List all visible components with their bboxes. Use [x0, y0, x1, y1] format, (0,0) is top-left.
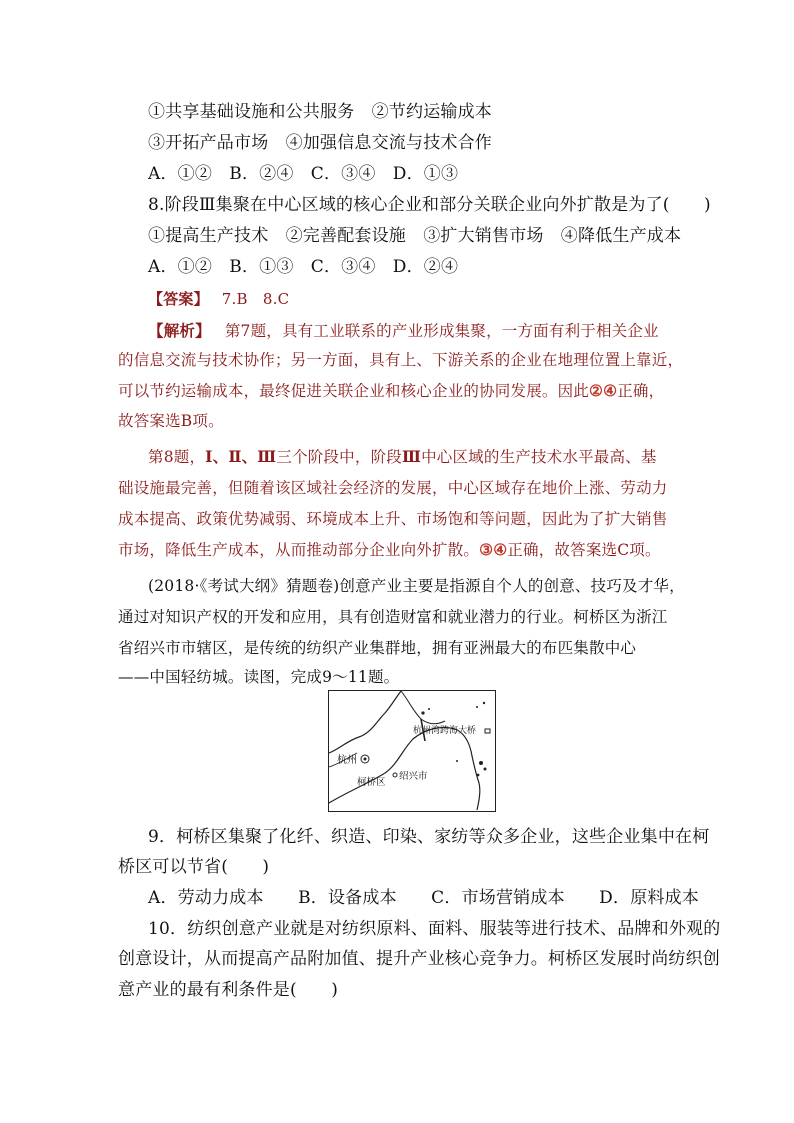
- map-label-keqiao: 柯桥区: [357, 777, 386, 788]
- intro-line-2: 通过对知识产权的开发和应用，具有创造财富和就业潜力的行业。柯桥区为浙江: [118, 608, 668, 626]
- analysis-p2-line-1: [148, 446, 657, 468]
- hangzhou-marker-dot: [364, 758, 367, 761]
- analysis-p2-stage-3: Ⅲ: [401, 447, 422, 466]
- north-bank-coast: [401, 691, 445, 724]
- north-coastline: [329, 691, 401, 753]
- map-svg: [329, 691, 494, 810]
- island: [477, 774, 480, 777]
- analysis-p2-line-1-c: 三个阶段中，阶段: [276, 448, 402, 466]
- island: [483, 702, 485, 704]
- q10-stem-line-1: 10．纺织创意产业就是对纺织原料、面料、服装等进行技术、品牌和外观的: [148, 919, 721, 939]
- analysis-p2-line-4-a: 市场，降低生产成本，从而推动部分企业向外扩散。: [118, 541, 480, 559]
- map-figure: [328, 690, 496, 812]
- analysis-line-1: [148, 320, 659, 342]
- shaoxing-marker: [393, 773, 397, 777]
- analysis-p2-line-1-e: 中心区域的生产技术水平最高、基: [421, 448, 657, 466]
- intro-line-3: 省绍兴市市辖区，是传统的纺织产业集群地，拥有亚洲最大的布匹集散中心: [118, 639, 637, 657]
- analysis-p2-line-3: 成本提高、政策优势减弱、环境成本上升、市场饱和等问题，因此为了扩大销售: [118, 510, 668, 528]
- analysis-p2-stages: Ⅰ、Ⅱ、Ⅲ: [205, 447, 277, 466]
- analysis-p2-line-4: [118, 539, 661, 561]
- analysis-p2-line-1-a: 第8题，: [148, 448, 206, 466]
- intro-line-4: ——中国轻纺城。读图，完成9～11题。: [118, 668, 400, 686]
- answer-row: [148, 288, 289, 310]
- answer-value: 7.B 8.C: [221, 290, 290, 308]
- q9-choices: A．劳动力成本 B．设备成本 C．市场营销成本 D．原料成本: [148, 888, 700, 908]
- q8-choices: A．①② B．①③ C．③④ D．②④: [148, 257, 459, 277]
- analysis-label: 【解析】: [148, 321, 211, 340]
- q10-stem-line-3: 意产业的最有利条件是( ): [118, 980, 339, 1000]
- analysis-p1-line-3-text: 可以节约运输成本，最终促进关联企业和核心企业的协同发展。因此: [118, 382, 590, 400]
- answer-label: 【答案】: [148, 290, 209, 308]
- q9-stem-line-2: 桥区可以节省( ): [118, 857, 270, 877]
- analysis-p1-line-3-end: 正确，: [617, 382, 665, 400]
- map-label-shaoxing: 绍兴市: [399, 771, 428, 782]
- analysis-p1-line-3: [118, 380, 664, 402]
- q7-options-line-1: ①共享基础设施和公共服务 ②节约运输成本: [148, 102, 492, 122]
- q8-options: ①提高生产技术 ②完善配套设施 ③扩大销售市场 ④降低生产成本: [148, 226, 682, 246]
- island: [428, 708, 430, 710]
- analysis-p1-highlight: ②④: [589, 381, 618, 400]
- analysis-p1-line-2: 的信息交流与技术协作；另一方面，具有上、下游关系的企业在地理位置上靠近，: [118, 351, 684, 369]
- map-label-hangzhou: 杭州: [337, 755, 357, 766]
- analysis-p2-highlight: ③④: [479, 540, 508, 559]
- analysis-p2-line-4-c: 正确，故答案选C项。: [507, 541, 661, 559]
- intro-line-1: (2018·《考试大纲》猜题卷)创意产业主要是指源自个人的创意、技巧及才华，: [148, 577, 685, 595]
- q7-choices: A．①② B．②④ C．③④ D．①③: [148, 164, 459, 184]
- analysis-p1-line-1: 第7题，具有工业联系的产业形成集聚，一方面有利于相关企业: [224, 322, 659, 340]
- q7-options-line-2: ③开拓产品市场 ④加强信息交流与技术合作: [148, 133, 492, 153]
- island: [479, 761, 483, 765]
- island: [476, 706, 478, 708]
- analysis-p2-line-2: 础设施最完善，但随着该区域社会经济的发展，中心区域存在地价上涨、劳动力: [118, 479, 668, 497]
- map-label-bridge: 杭州湾跨海大桥: [413, 726, 477, 736]
- q8-stem: 8.阶段Ⅲ集聚在中心区域的核心企业和部分关联企业向外扩散是为了( ): [148, 195, 711, 215]
- island: [456, 760, 458, 762]
- q10-stem-line-2: 创意设计，从而提高产品附加值、提升产业核心竞争力。柯桥区发展时尚纺织创: [118, 949, 720, 969]
- bridge-marker: [485, 729, 490, 733]
- island: [421, 711, 424, 714]
- q9-stem-line-1: 9．柯桥区集聚了化纤、织造、印染、家纺等众多企业，这些企业集中在柯: [148, 827, 710, 847]
- analysis-p1-line-4: 故答案选B项。: [118, 412, 224, 430]
- island: [484, 768, 487, 771]
